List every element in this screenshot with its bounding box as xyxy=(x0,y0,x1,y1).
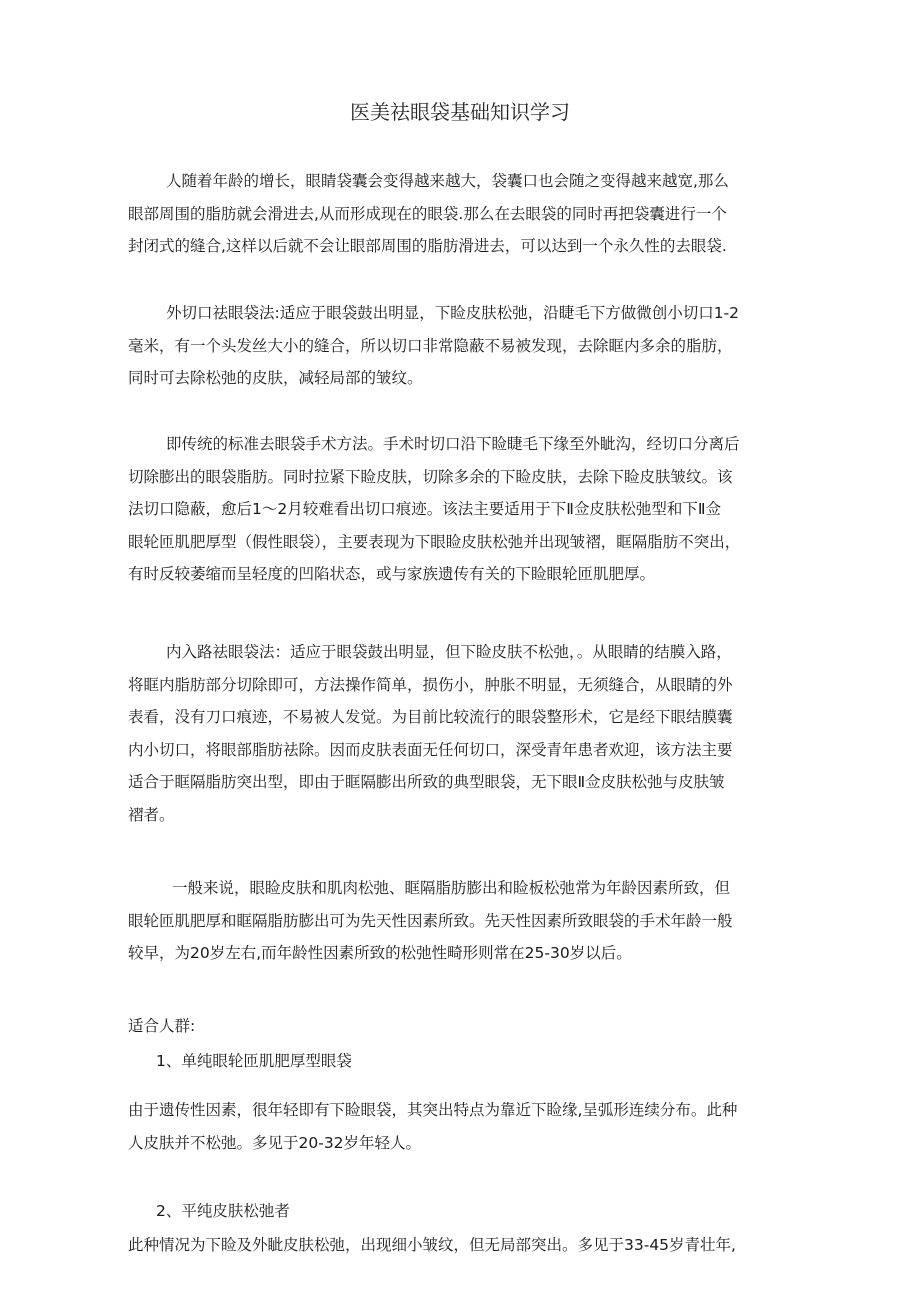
intro-line-2: 眼部周围的脂肪就会滑进去,从而形成现在的眼袋.那么在去眼袋的同时再把袋囊进行一个 xyxy=(128,204,727,223)
external-method-paragraph xyxy=(128,297,808,395)
item1-heading: 1、单纯眼轮匝肌肥厚型眼袋 xyxy=(156,1052,352,1070)
internal-method-paragraph xyxy=(128,636,808,831)
age-line-3: 较早，为20岁左右,而年龄性因素所致的松弛性畸形则常在25-30岁以后。 xyxy=(128,944,632,962)
traditional-line-3: 法切口隐蔽，愈后1～2月较难看出切口痕迹。该法主要适用于下Ⅱ佥皮肤松弛型和下Ⅱ佥 xyxy=(128,500,721,518)
item1-line-1: 由于遗传性因素，很年轻即有下睑眼袋，其突出特点为靠近下睑缘,呈弧形连续分布。此种 xyxy=(128,1101,738,1119)
external-line-2: 毫米，有一个头发丝大小的缝合，所以切口非常隐蔽不易被发现，去除眶内多余的脂肪， xyxy=(128,336,733,355)
item1-body xyxy=(128,1094,808,1159)
external-line-3: 同时可去除松弛的皮肤，减轻局部的皱纹。 xyxy=(128,369,423,387)
intro-paragraph xyxy=(128,165,808,263)
item2-heading: 2、平纯皮肤松弛者 xyxy=(156,1202,290,1220)
age-line-2: 眼轮匝肌肥厚和眶隔脂肪膨出可为先天性因素所致。先天性因素所致眼袋的手术年龄一般 xyxy=(128,911,733,930)
internal-line-2: 将眶内脂肪部分切除即可，方法操作简单，损伤小，肿胀不明显，无须缝合，从眼睛的外 xyxy=(128,675,733,694)
page-title: 医美祛眼袋基础知识学习 xyxy=(350,100,570,124)
traditional-line-4: 眼轮匝肌肥厚型（假性眼袋），主要表现为下眼睑皮肤松弛并出现皱褶，眶隔脂肪不突出， xyxy=(128,532,741,551)
traditional-method-paragraph xyxy=(128,428,808,591)
item1-line-2: 人皮肤并不松弛。多见于20-32岁年轻人。 xyxy=(128,1133,422,1152)
suitable-label: 适合人群: xyxy=(128,1017,196,1035)
age-line-1: 一般来说，眼睑皮肤和肌肉松弛、眶隔脂肪膨出和睑板松弛常为年龄因素所致，但 xyxy=(172,879,731,897)
internal-line-6: 褶者。 xyxy=(128,805,175,824)
traditional-line-2: 切除膨出的眼袋脂肪。同时拉紧下睑皮肤，切除多余的下睑皮肤，去除下睑皮肤皱纹。该 xyxy=(128,467,733,486)
item2-body xyxy=(128,1229,808,1262)
age-factors-paragraph xyxy=(128,872,808,970)
item2-line-1: 此种情况为下睑及外眦皮肤松弛，出现细小皱纹，但无局部突出。多见于33-45岁青壮年, xyxy=(128,1236,736,1254)
intro-line-3: 封闭式的缝合,这样以后就不会让眼部周围的脂肪滑进去，可以达到一个永久性的去眼袋. xyxy=(128,237,727,255)
internal-line-1: 内入路祛眼袋法：适应于眼袋鼓出明显，但下睑皮肤不松弛，。从眼睛的结膜入路， xyxy=(166,643,732,661)
external-line-1: 外切口祛眼袋法:适应于眼袋鼓出明显，下睑皮肤松弛，沿睫毛下方做微创小切口1-2 xyxy=(166,304,740,322)
traditional-line-5: 有时反较萎缩而呈轻度的凹陷状态，或与家族遗传有关的下睑眼轮匝肌肥厚。 xyxy=(128,565,656,583)
traditional-line-1: 即传统的标准去眼袋手术方法。手术时切口沿下睑睫毛下缘至外眦沟，经切口分离后 xyxy=(166,435,740,453)
internal-line-4: 内小切口，将眼部脂肪祛除。因而皮肤表面无任何切口，深受青年患者欢迎，该方法主要 xyxy=(128,740,733,759)
internal-line-5: 适合于眶隔脂肪突出型，即由于眶隔膨出所致的典型眼袋，无下眼Ⅱ佥皮肤松弛与皮肤皱 xyxy=(128,773,725,791)
internal-line-3: 表看，没有刀口痕迹，不易被人发觉。为目前比较流行的眼袋整形术，它是经下眼结膜囊 xyxy=(128,708,733,726)
intro-line-1: 人随着年龄的增长，眼睛袋囊会变得越来越大，袋囊口也会随之变得越来越宽,那么 xyxy=(166,172,729,190)
